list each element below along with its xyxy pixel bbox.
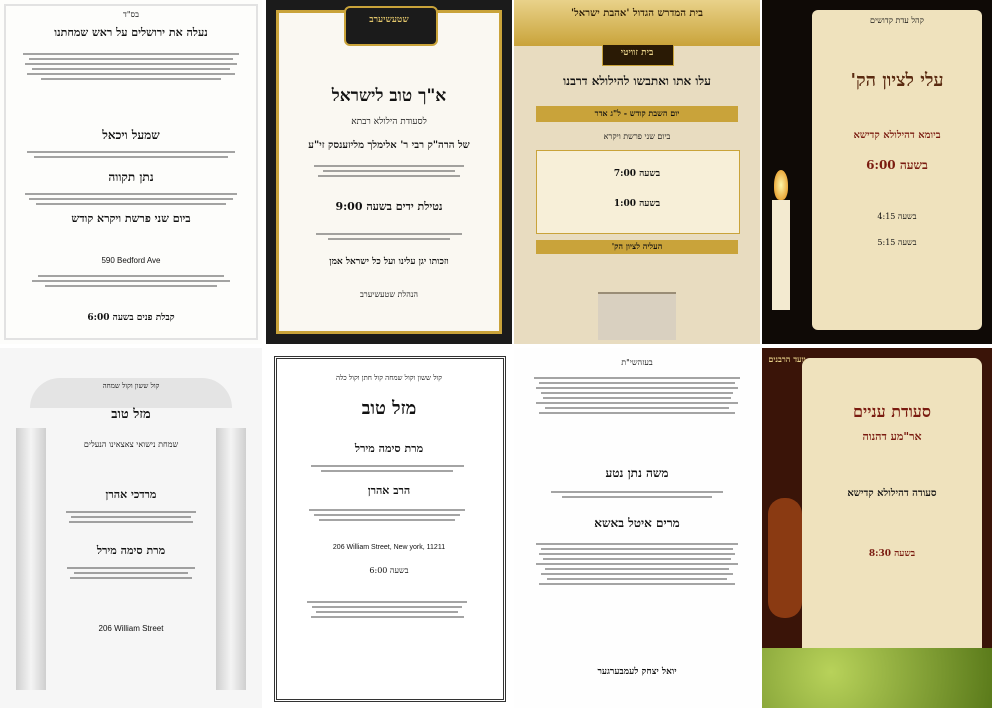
body-text-block — [302, 462, 472, 475]
top-line: בעזהשי"ת — [621, 358, 653, 367]
banner-text: בית זוויטי — [620, 48, 654, 58]
event-line: סעודה דהילולא קדישא — [847, 488, 937, 499]
name-1: משה נתן נטע — [605, 466, 669, 480]
body-text-block-2 — [60, 564, 202, 582]
footer-line: קבלת פנים בשעה 6:00 — [87, 313, 175, 323]
second-name: נתן תקווה — [108, 170, 154, 184]
body-text-block-4 — [18, 272, 244, 290]
poster-title: מזל טוב — [361, 398, 417, 419]
gold-banner — [514, 0, 760, 46]
time-line: בשעה 6:00 — [369, 566, 409, 575]
body-text-block-3 — [530, 540, 744, 588]
poster-panel-7 — [514, 348, 760, 708]
top-line: קול ששון וקול שמחה — [102, 382, 160, 390]
subtitle: אר"מע דהנוה — [862, 430, 922, 443]
poster-panel-5 — [0, 348, 262, 708]
body-text-block-2 — [302, 506, 472, 524]
poster-panel-3 — [514, 0, 760, 344]
time-2: בשעה 1:00 — [613, 199, 661, 209]
footer-line: העליה לציון הק' — [611, 241, 663, 251]
headline: עלו אתו ואתבשו להילולא דרבנו — [563, 74, 711, 88]
time-3: בשעה 5:15 — [877, 238, 917, 247]
address: 206 William Street — [98, 624, 164, 633]
blessing: וזכותו יגן עלינו ועל כל ישראל אמן — [329, 257, 449, 267]
body-text-block — [306, 162, 472, 180]
org-name: בית המדרש הגדול 'אהבת ישראל' — [571, 8, 703, 19]
pillar-left — [216, 428, 246, 690]
time-2: בשעה 4:15 — [877, 212, 917, 221]
body-text-block — [60, 508, 202, 526]
poster-panel-6 — [266, 348, 512, 708]
top-left-label: וועד הרבנים — [768, 354, 806, 364]
time-line: נטילת ידים בשעה 9:00 — [335, 200, 443, 213]
poster-title: עלי לציון הק' — [850, 70, 944, 91]
poster-panel-2 — [266, 0, 512, 344]
top-line: קהל עדת קדושים — [870, 16, 924, 25]
header-line: בס"ד — [123, 10, 139, 19]
honoree: של הרה"ק רבי ר' אלימלך מליזענסק זי"ע — [308, 140, 470, 151]
poster-title: מזל טוב — [111, 407, 151, 422]
address: 206 William Street, New york, 11211 — [332, 544, 446, 551]
sub-line-1: יום השבת קודש - ל"ג אדר — [594, 108, 680, 118]
flame-icon — [774, 170, 788, 200]
poster-panel-4 — [762, 0, 992, 344]
poster-title: א"ך טוב לישראל — [331, 86, 447, 106]
groom-name: מרדכי אהרן — [105, 488, 157, 501]
invite-line: שמחת נישואי צאצאינו הנעלים — [83, 440, 179, 449]
schedule-box — [536, 150, 740, 234]
body-text-block-2 — [530, 488, 744, 501]
body-text-block-3 — [18, 190, 244, 208]
poster-title: נעלה את ירושלים על ראש שמחתנו — [54, 26, 208, 39]
poster-title: סעודת עניים — [853, 402, 931, 421]
sub-line-2: ביום שני פרשת ויקרא — [603, 132, 671, 141]
body-text-block-2 — [306, 230, 472, 243]
date-line: ביום שני פרשת ויקרא קודש — [71, 212, 191, 225]
poster-panel-8 — [762, 348, 992, 708]
time-big: בשעה 6:00 — [866, 158, 928, 172]
subtitle: לסעודת הילולא רבתא — [351, 117, 427, 127]
address: 590 Bedford Ave — [101, 256, 161, 265]
body-text-block-2 — [18, 148, 244, 161]
body-text-block — [530, 374, 744, 417]
candle-icon — [772, 200, 790, 310]
top-line: קול ששון וקול שמחה קול חתן וקול כלה — [335, 374, 443, 382]
time-1: בשעה 7:00 — [613, 169, 661, 179]
crest-emblem — [344, 6, 438, 46]
pillar-right — [16, 428, 46, 690]
poster-panel-1 — [0, 0, 262, 344]
name-2: מרים איטל באשא — [594, 516, 680, 530]
crest-text: שטעשיערב — [369, 15, 409, 25]
main-name: שמעל ויכאל — [102, 128, 160, 142]
body-text-block — [18, 50, 244, 83]
bride-name: מרת סימה מירל — [96, 544, 166, 557]
violin-image — [768, 498, 802, 618]
groom-name: הרב אהרן — [367, 484, 411, 497]
subtitle: ביומא דהילולא קדישא — [853, 130, 941, 141]
body-text-block-3 — [302, 598, 472, 621]
time-line: בשעה 8:30 — [868, 549, 916, 559]
grapes-image — [762, 648, 992, 708]
building-image — [598, 292, 676, 340]
signoff: הנהלת שטעשיערב — [359, 290, 419, 299]
bride-name: מרת סימה מירל — [354, 442, 424, 455]
footer-line: יואל יצחק לעמבערגער — [597, 667, 677, 677]
